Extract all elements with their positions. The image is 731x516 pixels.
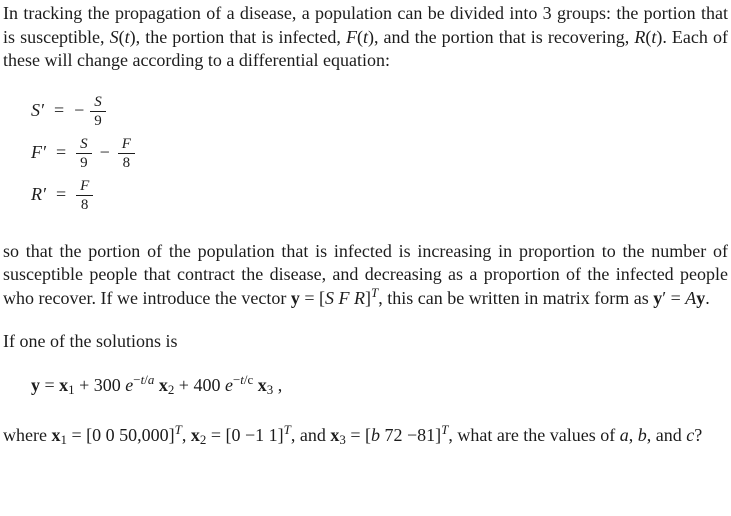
- text-segment: t: [140, 371, 145, 387]
- fraction-denominator: 9: [80, 154, 88, 171]
- text-segment: /: [243, 371, 248, 387]
- text-segment: ), and the portion that is recovering,: [367, 26, 635, 47]
- text-segment: R: [354, 287, 366, 308]
- intro-paragraph: [3, 2, 728, 73]
- text-segment: so that the portion of the population that is infected is increasing in proportion to the number of susceptible people that contract the disease, and decreasing as a proportion of the infected people who recover. If we introduce the vector: [3, 240, 728, 308]
- text-segment: A: [685, 287, 697, 308]
- equation-lhs: R′: [31, 184, 46, 205]
- text-segment: S: [325, 287, 335, 308]
- text-segment: where: [3, 424, 52, 445]
- fraction-numerator: S: [76, 135, 92, 154]
- text-segment: ?: [694, 424, 703, 445]
- fraction-denominator: 8: [122, 154, 131, 171]
- solutions-intro-line: [3, 330, 728, 354]
- equation-lhs: S′: [31, 100, 44, 121]
- text-segment: , what are the values of: [448, 424, 620, 445]
- text-segment: (: [118, 26, 125, 47]
- equation-f-prime: [31, 135, 728, 172]
- text-segment: = [0 −1 1]: [206, 424, 284, 445]
- text-segment: T: [371, 284, 379, 300]
- fraction-numerator: F: [76, 177, 93, 196]
- text-segment: ,: [273, 374, 283, 395]
- text-segment: 72 −81]: [379, 424, 442, 445]
- fraction-numerator: S: [90, 93, 106, 112]
- text-segment: = [: [345, 424, 371, 445]
- text-segment: a: [619, 424, 629, 445]
- text-segment: t: [124, 26, 130, 47]
- equation-lhs: F′: [31, 142, 46, 163]
- text-segment: T: [441, 421, 449, 437]
- text-segment: 3: [339, 431, 346, 447]
- text-segment: , and: [646, 424, 687, 445]
- text-segment: ′ =: [662, 287, 686, 308]
- text-segment: =: [40, 374, 60, 395]
- text-segment: .: [705, 287, 710, 308]
- text-segment: R: [634, 26, 646, 47]
- text-segment: (: [356, 26, 363, 47]
- text-segment: + 300: [74, 374, 126, 395]
- text-segment: /: [144, 371, 148, 387]
- ode-system: [31, 93, 728, 214]
- text-segment: t: [240, 371, 244, 387]
- text-segment: If one of the solutions is: [3, 331, 178, 351]
- text-segment: = [0 0 50,000]: [66, 424, 175, 445]
- text-segment: ). Each of these will change according to a differential equation:: [3, 26, 728, 70]
- text-segment: In tracking the propagation of a disease, a population can be divided into 3 groups: the portion that is susceptible,: [3, 3, 728, 47]
- text-segment: b: [370, 424, 380, 445]
- text-segment: + 400: [174, 374, 225, 395]
- solution-equation: [31, 370, 728, 400]
- text-segment: x: [158, 374, 168, 395]
- equals-sign: =: [55, 142, 67, 163]
- text-segment: 1: [60, 431, 67, 447]
- minus-sign: −: [74, 100, 85, 121]
- text-segment: ,: [628, 424, 638, 445]
- text-segment: c: [686, 424, 695, 445]
- equals-sign: =: [53, 100, 65, 121]
- explanation-paragraph: [3, 240, 728, 311]
- minus-sign: −: [99, 142, 110, 163]
- equation-r-prime: [31, 177, 728, 214]
- fraction: [76, 135, 92, 172]
- text-segment: −: [232, 371, 241, 387]
- text-segment: = [: [299, 287, 326, 308]
- text-segment: 2: [167, 381, 175, 397]
- text-segment: F: [338, 287, 350, 308]
- text-segment: y: [31, 374, 40, 395]
- equation-s-prime: [31, 93, 728, 130]
- text-segment: y: [653, 287, 663, 308]
- text-segment: ]: [365, 287, 372, 308]
- text-segment: a: [147, 371, 155, 387]
- fraction-numerator: F: [118, 135, 135, 154]
- problem-document: [3, 2, 728, 447]
- fraction: [118, 135, 135, 172]
- fraction: [90, 93, 106, 130]
- text-segment: x: [59, 374, 69, 395]
- text-segment: T: [174, 421, 182, 437]
- equals-sign: =: [55, 184, 67, 205]
- text-segment: −: [133, 371, 141, 387]
- fraction-denominator: 8: [80, 196, 89, 213]
- text-segment: x: [190, 424, 200, 445]
- text-segment: t: [651, 26, 657, 47]
- text-segment: ), the portion that is infected,: [129, 26, 346, 47]
- text-segment: y: [290, 287, 300, 308]
- text-segment: b: [637, 424, 647, 445]
- text-segment: e: [125, 374, 134, 395]
- text-segment: ,: [181, 424, 191, 445]
- text-segment: 3: [266, 381, 274, 397]
- text-segment: e: [224, 374, 233, 395]
- text-segment: y: [696, 287, 706, 308]
- text-segment: F: [345, 26, 357, 47]
- text-segment: x: [330, 424, 340, 445]
- text-segment: 2: [199, 431, 207, 447]
- text-segment: x: [51, 424, 61, 445]
- text-segment: T: [283, 421, 291, 437]
- text-segment: , and: [290, 424, 331, 445]
- fraction-denominator: 9: [94, 112, 102, 129]
- text-segment: x: [257, 374, 267, 395]
- text-segment: c: [247, 371, 254, 387]
- text-segment: S: [109, 26, 119, 47]
- text-segment: (: [645, 26, 652, 47]
- question-paragraph: [3, 421, 728, 448]
- text-segment: 1: [68, 381, 75, 397]
- fraction: [76, 177, 93, 214]
- text-segment: t: [362, 26, 368, 47]
- text-segment: , this can be written in matrix form as: [378, 287, 654, 308]
